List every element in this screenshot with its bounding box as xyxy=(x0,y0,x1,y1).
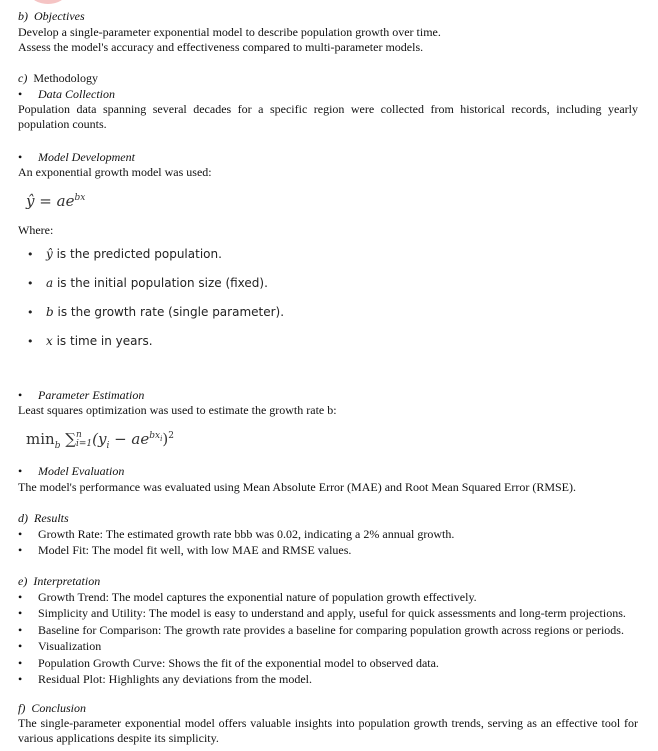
results-item: Model Fit: The model fit well, with low MAE and RMSE values. xyxy=(38,543,352,557)
model-evaluation-title: Model Evaluation xyxy=(38,464,125,478)
definition-symbol: a xyxy=(46,276,54,290)
bullet: • xyxy=(27,335,34,348)
formula-body: (y xyxy=(92,430,107,448)
formula-sum-sub: i=1 xyxy=(75,439,93,449)
objectives-line-2: Assess the model's accuracy and effectiveness compared to multi-parameter models. xyxy=(18,40,424,54)
bullet: • xyxy=(18,606,23,620)
bullet: • xyxy=(18,590,23,604)
model-development-text: An exponential growth model was used: xyxy=(18,165,212,179)
formula-body-exp-sub: i xyxy=(160,434,163,443)
where-label: Where: xyxy=(18,223,54,237)
section-title: Objectives xyxy=(34,9,85,23)
methodology-heading xyxy=(18,70,638,86)
section-title: Interpretation xyxy=(33,574,101,588)
model-development-title: Model Development xyxy=(38,150,135,164)
interpretation-item: Growth Trend: The model captures the exponential nature of population growth effectively. xyxy=(38,590,477,604)
interpretation-item: Visualization xyxy=(38,639,102,653)
definition-symbol: ŷ xyxy=(46,247,53,261)
interpretation-item: Population Growth Curve: Shows the fit of the exponential model to observed data. xyxy=(38,656,439,670)
formula-square: 2 xyxy=(168,431,174,441)
model-evaluation-text: The model's performance was evaluated using Mean Absolute Error (MAE) and Root Mean Squared Error (RMSE). xyxy=(18,480,577,494)
formula-body-mid: − ae xyxy=(109,430,150,448)
parameter-estimation-title: Parameter Estimation xyxy=(38,388,145,402)
formula-sum-sup: n xyxy=(75,430,82,440)
formula-min: min xyxy=(26,430,55,448)
definition-b xyxy=(46,304,284,320)
interpretation-item: Simplicity and Utility: The model is easy to understand and apply, useful for quick assessments and long-term projections. xyxy=(38,606,626,620)
formula-sum-limits xyxy=(76,431,92,449)
section-title: Results xyxy=(34,511,69,525)
bullet: • xyxy=(18,87,23,101)
bullet: • xyxy=(18,527,23,541)
bullet: • xyxy=(18,150,23,164)
formula-equals: = xyxy=(39,192,52,210)
formula-exponent: bx xyxy=(74,193,86,203)
definition-yhat xyxy=(46,246,222,262)
data-collection-title: Data Collection xyxy=(38,87,115,101)
logo-fragment xyxy=(30,0,66,4)
formula-yhat: ŷ xyxy=(26,192,35,210)
section-letter: d) xyxy=(18,511,28,525)
formula-base: ae xyxy=(56,192,75,210)
definition-text: is the growth rate (single parameter). xyxy=(53,305,285,319)
bullet: • xyxy=(18,639,23,653)
section-letter: f) xyxy=(18,701,26,715)
conclusion-heading xyxy=(18,700,638,716)
definition-x xyxy=(46,333,153,349)
section-title: Methodology xyxy=(33,71,98,85)
definition-text: is the predicted population. xyxy=(52,247,222,261)
bullet: • xyxy=(18,464,23,478)
bullet: • xyxy=(18,388,23,402)
definition-symbol: x xyxy=(46,334,53,348)
section-letter: b) xyxy=(18,9,28,23)
interpretation-item: Residual Plot: Highlights any deviations from the model. xyxy=(38,672,312,686)
definition-text: is time in years. xyxy=(52,334,153,348)
results-heading xyxy=(18,510,638,526)
bullet: • xyxy=(27,248,34,261)
bullet: • xyxy=(18,543,23,557)
section-title: Conclusion xyxy=(31,701,87,715)
formula-body-sub: i xyxy=(106,441,110,451)
bullet: • xyxy=(27,306,34,319)
definition-symbol: b xyxy=(46,305,54,319)
section-letter: c) xyxy=(18,71,28,85)
formula-body-exp: bx xyxy=(149,431,161,441)
bullet: • xyxy=(18,672,23,686)
bullet: • xyxy=(18,656,23,670)
interpretation-item: Baseline for Comparison: The growth rate provides a baseline for comparing population growth across regions or periods. xyxy=(38,623,624,637)
interpretation-heading xyxy=(18,573,638,589)
least-squares-formula xyxy=(26,428,174,454)
model-formula xyxy=(26,190,85,209)
conclusion-text: The single-parameter exponential model offers valuable insights into population growth trends, serving as an effective tool for various applications despite its simplicity. xyxy=(18,716,638,745)
objectives-heading xyxy=(18,8,638,24)
definition-a xyxy=(46,275,268,291)
objectives-line-1: Develop a single-parameter exponential model to describe population growth over time. xyxy=(18,25,441,39)
formula-sum: ∑ xyxy=(65,430,76,448)
results-item: Growth Rate: The estimated growth rate bbb was 0.02, indicating a 2% annual growth. xyxy=(38,527,455,541)
definition-text: is the initial population size (fixed). xyxy=(53,276,268,290)
parameter-estimation-text: Least squares optimization was used to estimate the growth rate b: xyxy=(18,403,337,417)
bullet: • xyxy=(18,623,23,637)
section-letter: e) xyxy=(18,574,28,588)
data-collection-text: Population data spanning several decades for a specific region were collected from historical records, including yearly population counts. xyxy=(18,102,638,131)
formula-min-sub: b xyxy=(54,441,61,451)
bullet: • xyxy=(27,277,34,290)
formula-body-end: ) xyxy=(162,430,169,448)
